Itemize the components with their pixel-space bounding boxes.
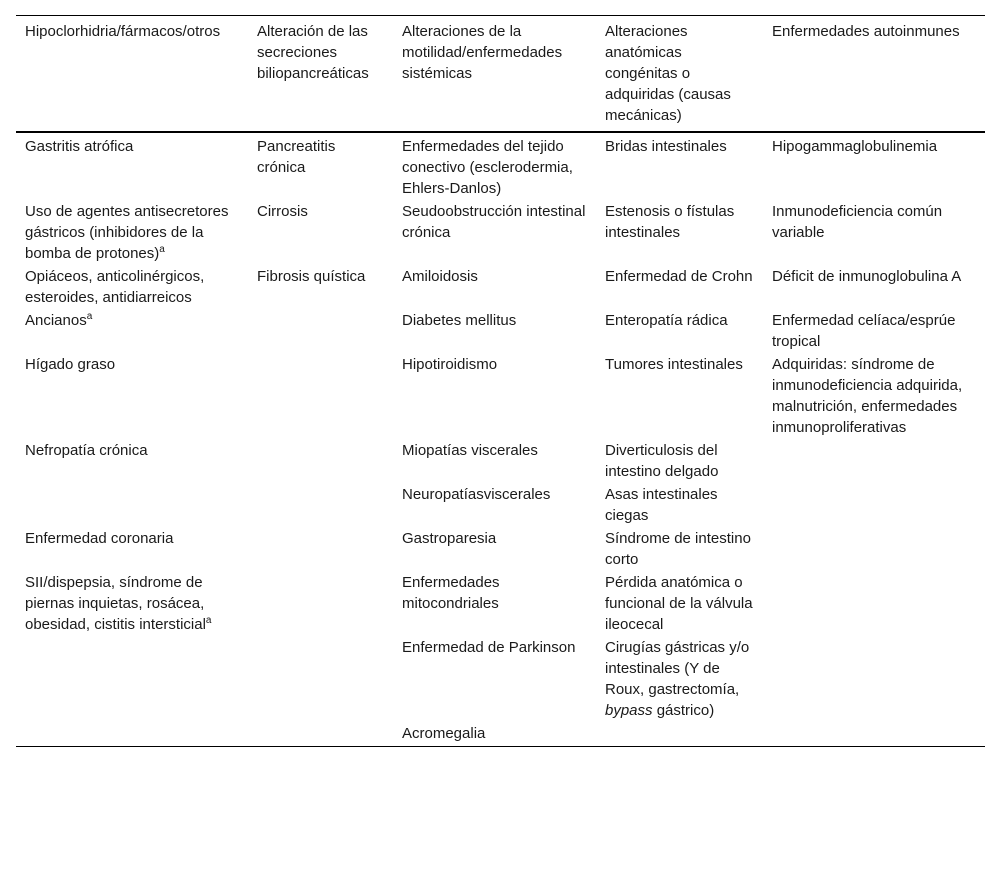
table-cell: Estenosis o fístulas intestinales (605, 203, 735, 241)
table-cell (248, 636, 393, 722)
table-cell (16, 636, 248, 722)
table-cell: Gastroparesia (402, 530, 497, 547)
table-container (16, 15, 985, 747)
table-cell (763, 636, 985, 722)
causes-table (16, 15, 985, 747)
table-cell (16, 132, 248, 200)
table-cell (248, 571, 393, 636)
table-cell: Pérdida anatómica o funcional de la válvula ileocecal (605, 574, 753, 633)
cell-text: Enfermedad coronaria (25, 530, 174, 547)
table-row (16, 483, 985, 527)
table-cell (16, 309, 248, 353)
cell-text: SII/dispepsia, síndrome de piernas inquietas, rosácea, obesidad, cistitis intersticial (25, 574, 206, 633)
table-cell: Hipotiroidismo (402, 356, 498, 373)
table-row (16, 309, 985, 353)
cell-text: Uso de agentes antisecretores gástricos (inhibidores de la bomba de protones) (25, 203, 229, 262)
table-cell: Enfermedad celíaca/esprúe tropical (772, 312, 956, 350)
table-cell: Amiloidosis (402, 268, 478, 285)
header-cell: Alteraciones de la motilidad/enfermedades sistémicas (402, 23, 563, 82)
italic-term: bypass (605, 702, 653, 719)
table-row (16, 132, 985, 200)
cell-text: Opiáceos, anticolinérgicos, esteroides, antidiarreicos (25, 268, 205, 306)
table-cell: Enteropatía rádica (605, 312, 728, 329)
header-cell: Alteraciones anatómicas congénitas o adquiridas (causas mecánicas) (605, 23, 731, 124)
table-cell (763, 527, 985, 571)
header-cell: Alteración de las secreciones biliopancreáticas (257, 23, 369, 82)
table-cell: Hipogammaglobulinemia (772, 138, 938, 155)
table-cell: Seudoobstrucción intestinal crónica (402, 203, 586, 241)
table-cell: Cirrosis (257, 203, 308, 220)
table-cell (763, 571, 985, 636)
table-cell (16, 439, 248, 483)
footnote-mark: a (205, 615, 212, 626)
footnote-mark: a (86, 311, 93, 322)
footnote-mark: a (159, 244, 165, 255)
header-cell: Hipoclorhidria/fármacos/otros (25, 23, 221, 40)
cell-text: Hígado graso (25, 356, 116, 373)
table-cell: Pancreatitis crónica (257, 138, 336, 176)
table-cell (16, 571, 248, 636)
table-cell: Enfermedad de Parkinson (402, 639, 576, 656)
table-cell (16, 265, 248, 309)
table-cell (596, 636, 763, 722)
table-cell: Acromegalia (402, 725, 486, 742)
table-cell: Fibrosis quística (257, 268, 366, 285)
table-cell (16, 483, 248, 527)
table-row (16, 439, 985, 483)
table-cell (248, 309, 393, 353)
table-row (16, 722, 985, 747)
header-cell: Enfermedades autoinmunes (772, 23, 960, 40)
table-cell (596, 722, 763, 747)
table-row (16, 265, 985, 309)
table-cell: Bridas intestinales (605, 138, 727, 155)
table-cell: Neuropatíasviscerales (402, 486, 551, 503)
table-row (16, 571, 985, 636)
table-cell: Enfermedades mitocondriales (402, 574, 500, 612)
table-cell: Enfermedad de Crohn (605, 268, 753, 285)
header-row (16, 16, 985, 133)
table-cell (16, 527, 248, 571)
table-cell: Diverticulosis del intestino delgado (605, 442, 719, 480)
table-cell: Asas intestinales ciegas (605, 486, 718, 524)
table-cell (763, 439, 985, 483)
table-row (16, 527, 985, 571)
table-cell (763, 483, 985, 527)
table-cell (16, 200, 248, 265)
table-cell (16, 722, 248, 747)
table-cell (248, 722, 393, 747)
table-cell: Síndrome de intestino corto (605, 530, 751, 568)
table-cell (16, 353, 248, 439)
table-cell: Enfermedades del tejido conectivo (esclerodermia, Ehlers-Danlos) (402, 138, 573, 197)
table-row (16, 636, 985, 722)
table-cell: Diabetes mellitus (402, 312, 517, 329)
cell-text: Nefropatía crónica (25, 442, 148, 459)
table-cell (763, 722, 985, 747)
cell-text: Gastritis atrófica (25, 138, 134, 155)
cell-text: gástrico) (652, 702, 715, 719)
table-cell: Miopatías viscerales (402, 442, 538, 459)
table-cell (248, 527, 393, 571)
cell-text: Cirugías gástricas y/o intestinales (Y de Roux, gastrectomía, (605, 639, 750, 698)
table-cell (248, 483, 393, 527)
table-cell (248, 353, 393, 439)
table-cell (248, 439, 393, 483)
table-cell: Déficit de inmunoglobulina A (772, 268, 962, 285)
table-cell: Tumores intestinales (605, 356, 743, 373)
table-cell: Inmunodeficiencia común variable (772, 203, 943, 241)
cell-text: Ancianos (25, 312, 87, 329)
table-row (16, 200, 985, 265)
table-cell: Adquiridas: síndrome de inmunodeficiencia adquirida, malnutrición, enfermedades inmunoproliferativas (772, 356, 963, 436)
table-row (16, 353, 985, 439)
